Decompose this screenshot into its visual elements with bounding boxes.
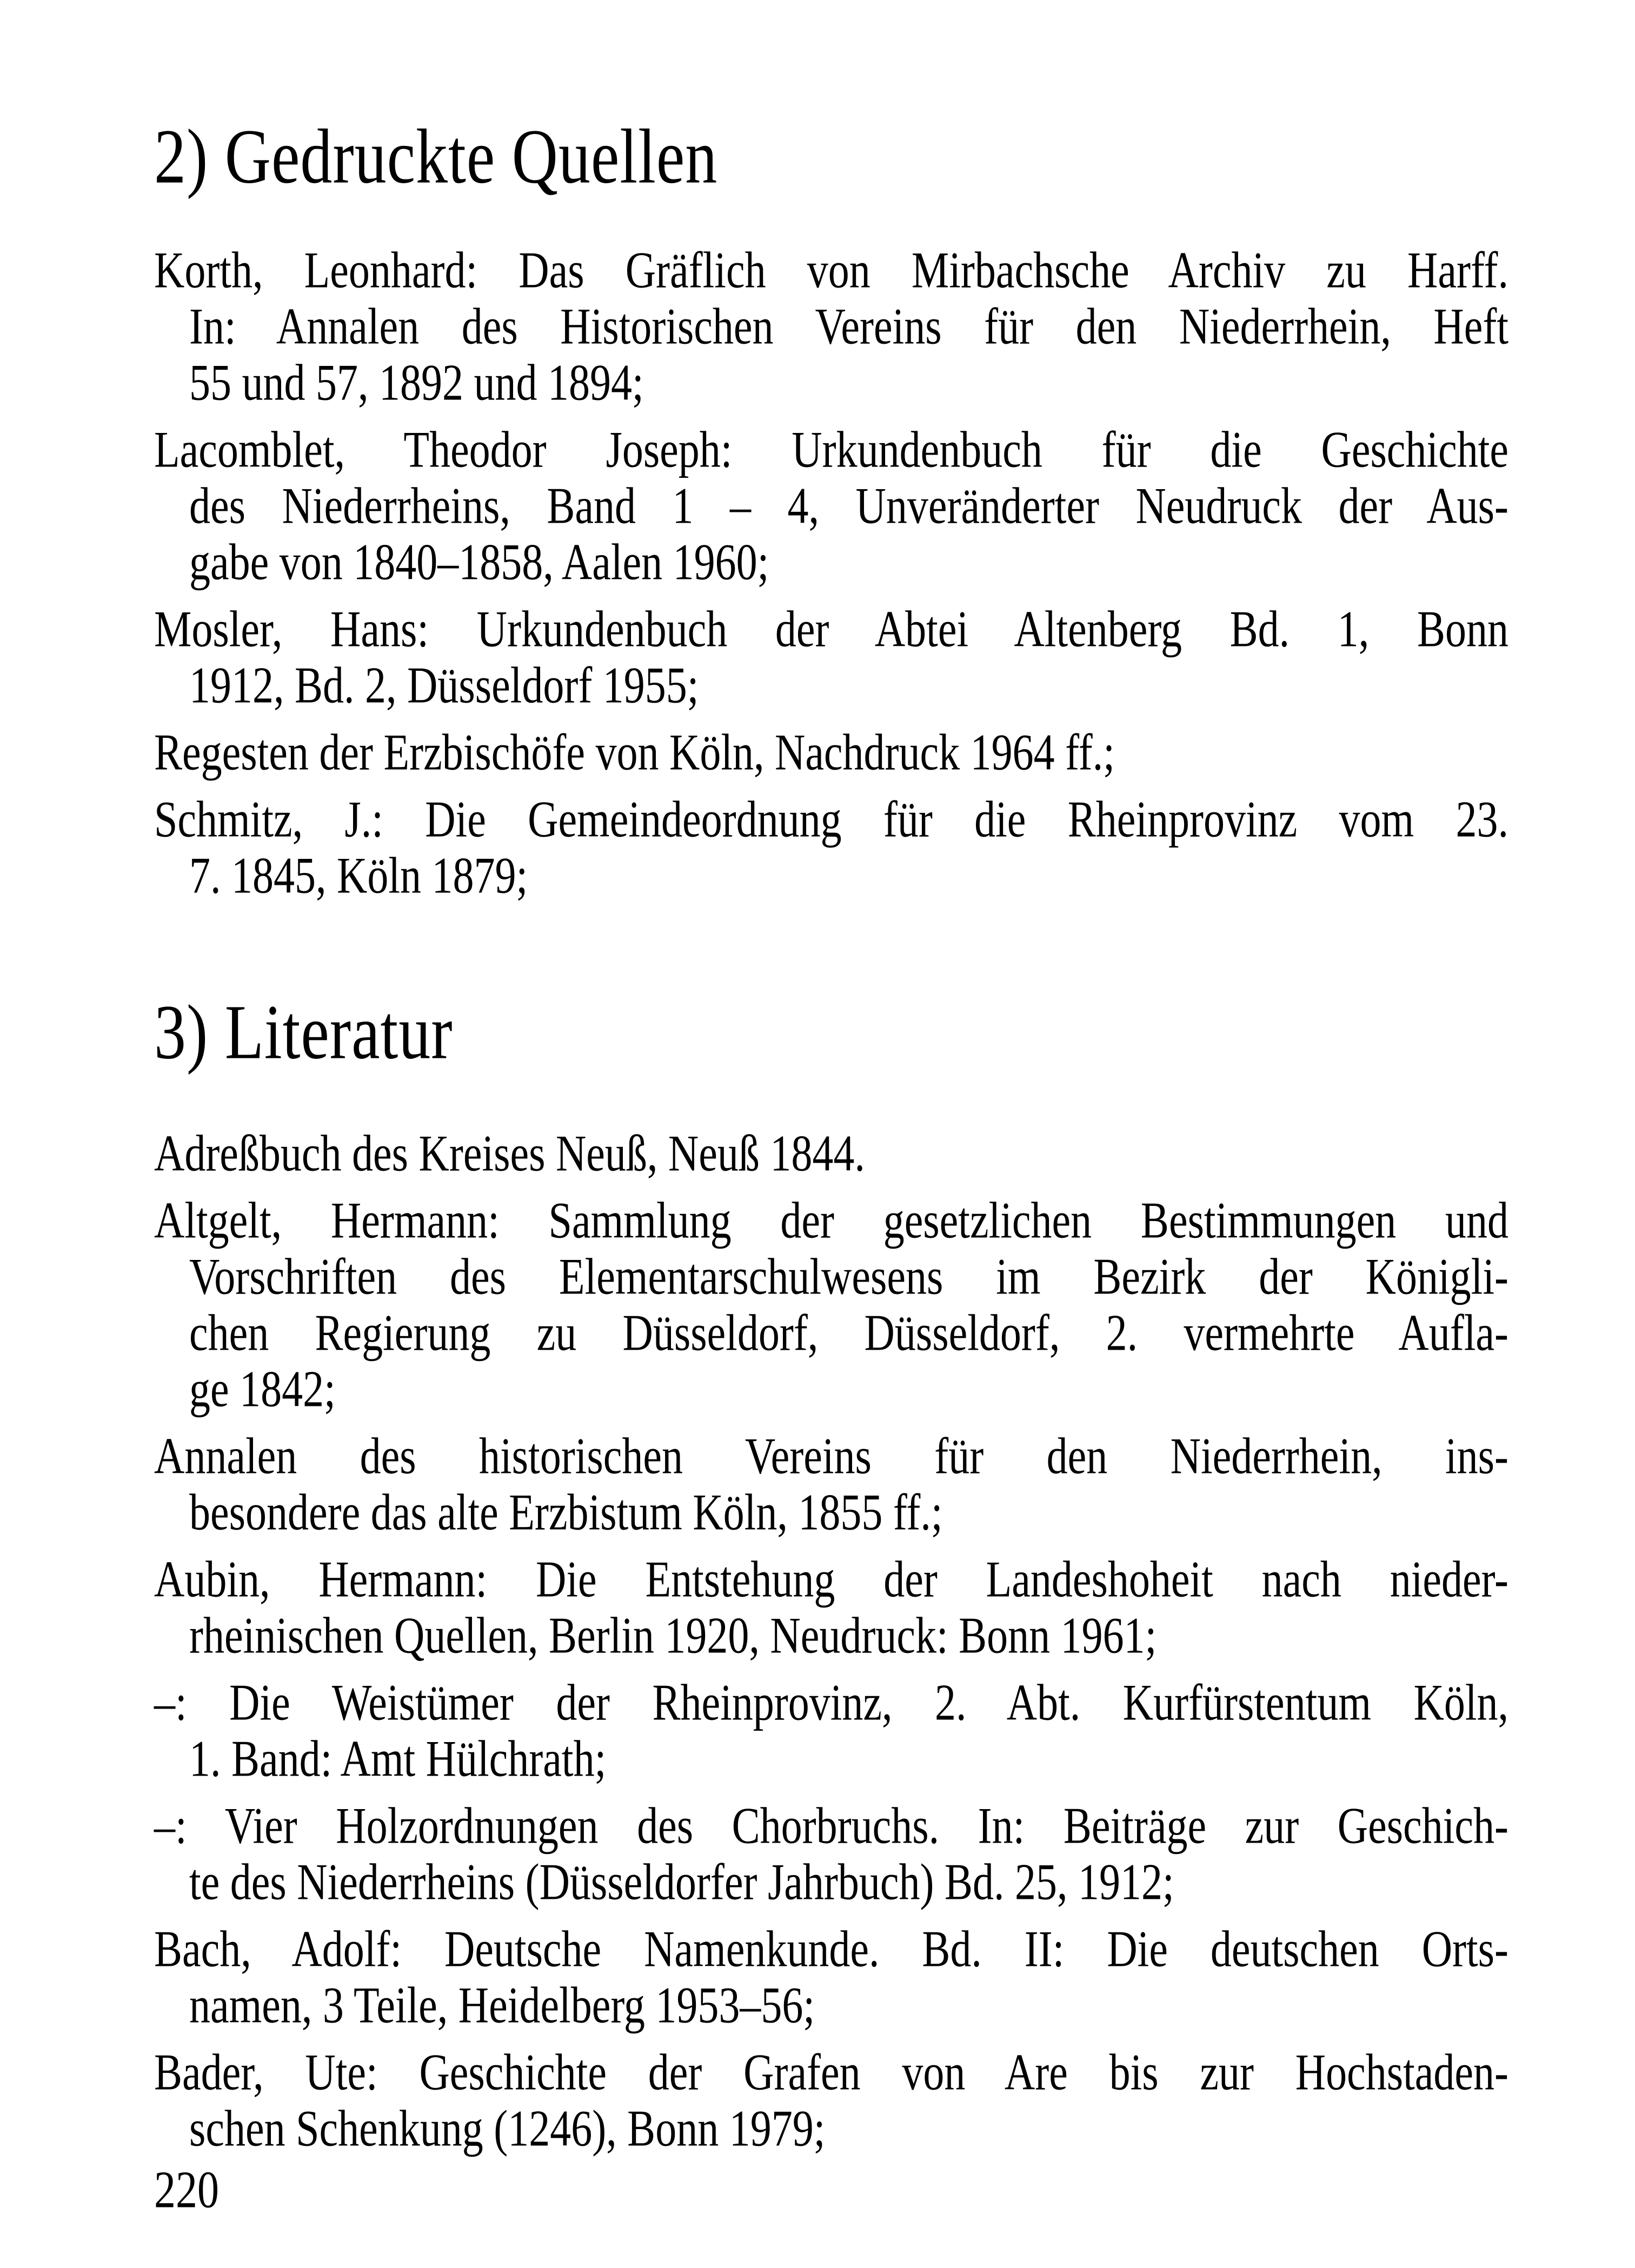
entry-line: Vorschriften des Elementarschulwesens im Bezirk der Königli-: [189, 1248, 1508, 1305]
entry-line: ge 1842;: [189, 1360, 336, 1418]
entry-line: Regesten der Erzbischöfe von Köln, Nachdruck 1964 ff.;: [154, 723, 1115, 781]
entry-line: 55 und 57, 1892 und 1894;: [189, 353, 644, 411]
entry-bader: [154, 2044, 1508, 2157]
entry-line: Annalen des historischen Vereins für den Niederrhein, ins-: [154, 1427, 1508, 1485]
entry-line: rheinischen Quellen, Berlin 1920, Neudruck: Bonn 1961;: [189, 1606, 1157, 1664]
entry-line: 1912, Bd. 2, Düsseldorf 1955;: [189, 656, 699, 714]
entry-line: 7. 1845, Köln 1879;: [189, 846, 528, 904]
entry-aubin-weistuemer: [154, 1675, 1508, 1787]
entry-line: namen, 3 Teile, Heidelberg 1953–56;: [189, 1976, 815, 2034]
entry-aubin-holzordnungen: [154, 1798, 1508, 1910]
entry-aubin: [154, 1551, 1508, 1664]
entry-line: 1. Band: Amt Hülchrath;: [189, 1730, 607, 1787]
entry-line: Aubin, Hermann: Die Entstehung der Landeshoheit nach nieder-: [154, 1550, 1508, 1608]
entry-line: schen Schenkung (1246), Bonn 1979;: [189, 2099, 826, 2157]
entry-line: des Niederrheins, Band 1 – 4, Unveränderter Neudruck der Aus-: [189, 477, 1508, 535]
entry-line: –: Vier Holzordnungen des Chorbruchs. In: Beiträge zur Geschich-: [154, 1797, 1508, 1855]
entry-line: Mosler, Hans: Urkundenbuch der Abtei Altenberg Bd. 1, Bonn: [154, 600, 1508, 658]
entry-line: Bach, Adolf: Deutsche Namenkunde. Bd. II: Die deutschen Orts-: [154, 1920, 1508, 1978]
entry-line: gabe von 1840–1858, Aalen 1960;: [189, 533, 769, 591]
entry-mosler: [154, 601, 1508, 713]
section-literatur-entries: [154, 1125, 1508, 2167]
entry-line: Altgelt, Hermann: Sammlung der gesetzlichen Bestimmungen und: [154, 1191, 1508, 1249]
entry-line: te des Niederrheins (Düsseldorfer Jahrbuch) Bd. 25, 1912;: [189, 1853, 1174, 1911]
entry-korth: [154, 242, 1508, 411]
entry-regesten: [154, 724, 1508, 781]
entry-lacomblet: [154, 422, 1508, 590]
entry-line: In: Annalen des Historischen Vereins für den Niederrhein, Heft: [189, 297, 1508, 355]
entry-line: besondere das alte Erzbistum Köln, 1855 ff.;: [189, 1483, 943, 1541]
entry-line: Lacomblet, Theodor Joseph: Urkundenbuch für die Geschichte: [154, 421, 1508, 478]
entry-line: Bader, Ute: Geschichte der Grafen von Are bis zur Hochstaden-: [154, 2043, 1508, 2101]
entry-altgelt: [154, 1192, 1508, 1417]
entry-bach: [154, 1921, 1508, 2033]
section-heading-literatur: 3) Literatur: [154, 989, 453, 1076]
entry-line: Adreßbuch des Kreises Neuß, Neuß 1844.: [154, 1124, 865, 1182]
entry-line: chen Regierung zu Düsseldorf, Düsseldorf, 2. vermehrte Aufla-: [189, 1304, 1508, 1362]
section-gedruckte-quellen-entries: [154, 242, 1508, 915]
entry-line: Schmitz, J.: Die Gemeindeordnung für die Rheinprovinz vom 23.: [154, 790, 1508, 848]
entry-adressbuch: [154, 1125, 1508, 1182]
entry-line: –: Die Weistümer der Rheinprovinz, 2. Abt. Kurfürstentum Köln,: [154, 1673, 1508, 1731]
entry-annalen: [154, 1428, 1508, 1540]
page-number: 220: [154, 2161, 219, 2219]
entry-schmitz: [154, 791, 1508, 904]
entry-line: Korth, Leonhard: Das Gräflich von Mirbachsche Archiv zu Harff.: [154, 241, 1508, 299]
section-heading-gedruckte-quellen: 2) Gedruckte Quellen: [154, 113, 718, 200]
